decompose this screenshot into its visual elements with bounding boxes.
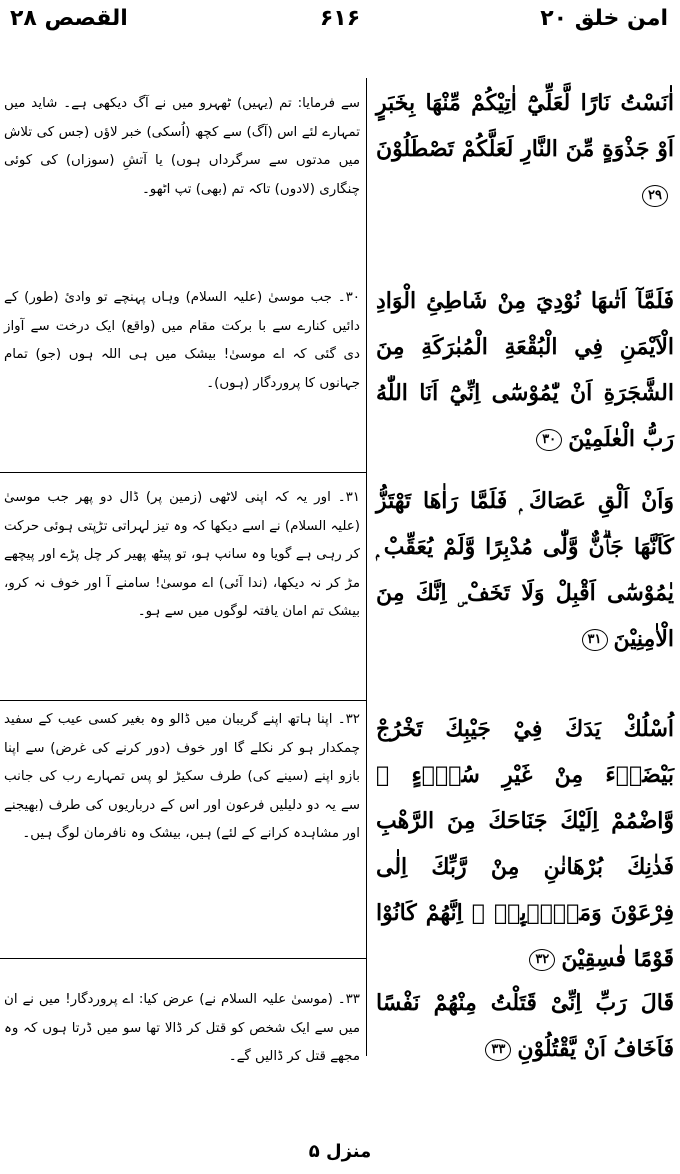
urdu-translation: ۳۰۔ جب موسیٰ (علیہ السلام) وہاں پہنچے تو وادیٔ (طور) کے دائیں کنارے سے با برکت مقام میں (واقع) ایک درخت سے آواز دی گئی کہ اے موسیٰ! بیشک میں ہی اللہ ہوں (جو) تمام جہانوں کا پروردگار (ہوں)۔ bbox=[4, 290, 360, 391]
section-divider bbox=[0, 700, 366, 701]
arabic-verse bbox=[376, 706, 674, 982]
arabic-verse bbox=[376, 278, 674, 462]
verse-text: فَلَمَّآ اَتٰىهَا نُوْدِيَ مِنْ شَاطِئِ الْوَادِ الْاَيْمَنِ فِي الْبُقْعَةِ الْمُبٰرَكَةِ مِنَ الشَّجَرَةِ اَنْ يّٰمُوْسٰٓى اِنِّيْٓ اَنَا اللّٰهُ رَبُّ الْعٰلَمِيْنَ bbox=[376, 288, 674, 452]
verse-text: اٰنَسْتُ نَارًا لَّعَلِّيْٓ اٰتِيْكُمْ مِّنْهَا بِخَبَرٍ اَوْ جَذْوَةٍ مِّنَ النَّارِ لَعَلَّكُمْ تَصْطَلُوْنَ bbox=[376, 90, 674, 162]
header-surah-name: القصص ۲۸ bbox=[10, 6, 128, 31]
verse-number-marker: ۳۳ bbox=[485, 1039, 511, 1061]
manzil-footer: منزل ۵ bbox=[308, 1141, 372, 1162]
verse-number-marker: ۳۲ bbox=[529, 949, 555, 971]
urdu-translation: ۳۲۔ اپنا ہاتھ اپنے گریبان میں ڈالو وہ بغیر کسی عیب کے سفید چمکدار ہو کر نکلے گا اور خوف (دور کرنے کی غرض) سے اپنا بازو اپنے (سینے کی) طرف سکیڑ لو پس تمہارے رب کی جانب سے یہ دو دلیلیں فرعون اور اس کے درباریوں کی طرف (بھیجنے اور مشاہدہ کرانے کے لئے) ہیں، بیشک وہ نافرمان لوگ ہیں۔ bbox=[4, 712, 360, 841]
urdu-translation: سے فرمایا: تم (یہیں) ٹھہرو میں نے آگ دیکھی ہے۔ شاید میں تمہارے لئے اس (آگ) سے کچھ (اُسکی) خبر لاؤں (جس کی تلاش میں مدتوں سے سرگرداں ہوں) یا آتشِ (سوزاں) کی کوئی چنگاری (لادوں) تاکہ تم (بھی) تپ اٹھو۔ bbox=[4, 96, 360, 197]
verse-number-marker: ۳۱ bbox=[582, 629, 608, 651]
urdu-translation: ۳۳۔ (موسیٰ علیہ السلام نے) عرض کیا: اے پروردگار! میں نے ان میں سے ایک شخص کو قتل کر ڈالا تھا سو میں ڈرتا ہوں کہ وہ مجھے قتل کر ڈالیں گے۔ bbox=[4, 992, 360, 1064]
section-divider bbox=[0, 472, 366, 473]
urdu-translation: ۳۱۔ اور یہ کہ اپنی لاٹھی (زمین پر) ڈال دو پھر جب موسیٰ (علیہ السلام) نے اسے دیکھا کہ وہ تیز لہراتی تڑپتی ہوئی حرکت کر رہی ہے گویا وہ سانپ ہو، تو پیٹھ پھیر کر چل پڑے اور پیچھے مڑ کر نہ دیکھا، (ندا آئی) اے موسیٰ! سامنے آ اور خوف نہ کرو، بیشک تم امان یافتہ لوگوں میں سے ہو۔ bbox=[4, 490, 360, 619]
verse-number-marker: ۲۹ bbox=[642, 185, 668, 207]
verse-text: قَالَ رَبِّ اِنِّىْ قَتَلْتُ مِنْهُمْ نَفْسًا فَاَخَافُ اَنْ يَّقْتُلُوْنِ bbox=[376, 990, 674, 1062]
arabic-verse bbox=[376, 478, 674, 662]
arabic-verse bbox=[376, 80, 674, 218]
column-divider bbox=[366, 78, 367, 1056]
verse-text: وَاَنْ اَلْقِ عَصَاكَ ۭ فَلَمَّا رَاٰهَا تَهْتَزُّ كَاَنَّهَا جَاۗنٌّ وَّلّٰى مُدْبِرًا وَّلَمْ يُعَقِّبْ ۭ يٰمُوْسٰٓى اَقْبِلْ وَلَا تَخَفْ ۣ اِنَّكَ مِنَ الْاٰمِنِيْنَ bbox=[376, 488, 674, 652]
arabic-verse bbox=[376, 980, 674, 1072]
verse-text: اُسْلُكْ يَدَكَ فِيْ جَيْبِكَ تَخْرُجْ بَيْضَاۗءَ مِنْ غَيْرِ سُوْۗءٍ ۡ وَّاضْمُمْ اِلَيْكَ جَنَاحَكَ مِنَ الرَّهْبِ فَذٰنِكَ بُرْهَانٰنِ مِنْ رَّبِّكَ اِلٰى فِرْعَوْنَ وَمَلَا۟ىِٕهٖ ۭ اِنَّهُمْ كَانُوْا قَوْمًا فٰسِقِيْنَ bbox=[376, 716, 674, 972]
header-surah-part: امن خلق ۲۰ bbox=[540, 6, 668, 31]
section-divider bbox=[0, 958, 366, 959]
verse-number-marker: ۳۰ bbox=[536, 429, 562, 451]
page-number: ۶۱۶ bbox=[319, 6, 361, 31]
